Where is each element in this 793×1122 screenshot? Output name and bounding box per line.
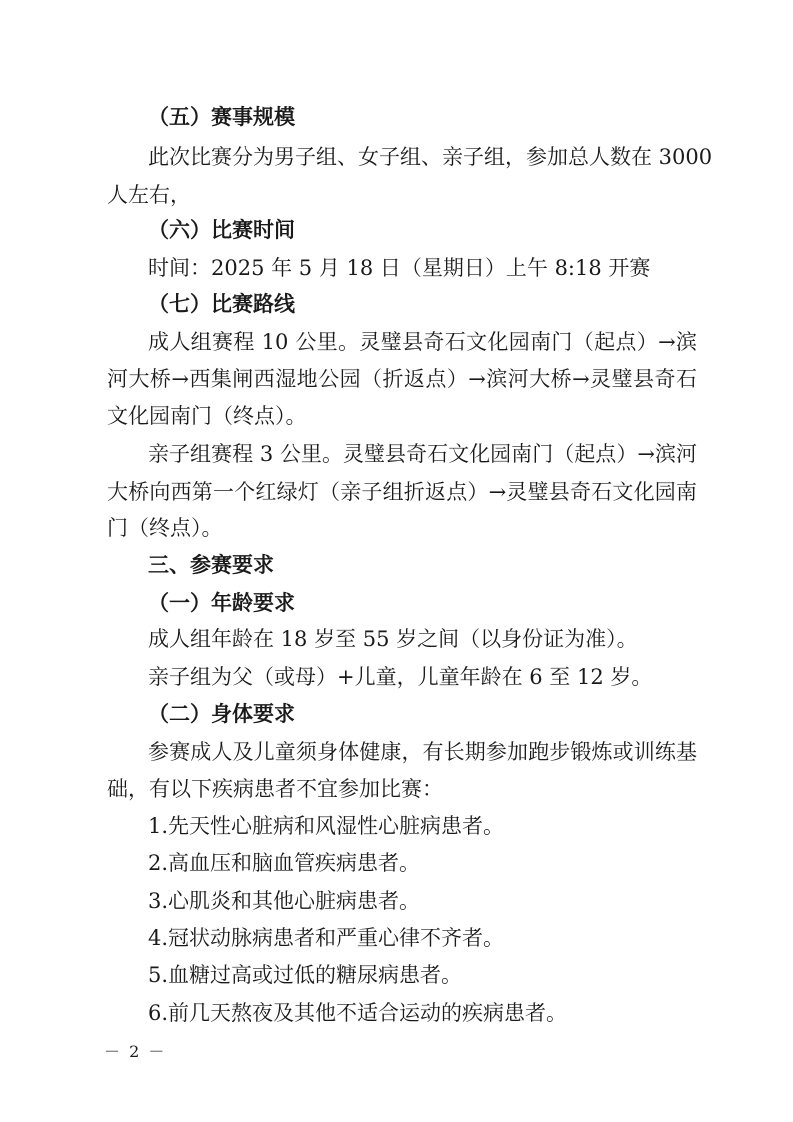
paragraph-line: 人左右，: [107, 183, 191, 207]
section-heading-time: （六）比赛时间: [148, 217, 295, 242]
paragraph-line: 时间：2025 年 5 月 18 日（星期日）上午 8:18 开赛: [148, 256, 651, 280]
paragraph-line: 文化园南门（终点）。: [107, 404, 307, 428]
paragraph-line: 亲子组为父（或母）+儿童，儿童年龄在 6 至 12 岁。: [148, 665, 653, 689]
paragraph-line: 亲子组赛程 3 公里。灵璧县奇石文化园南门（起点）→滨河: [148, 442, 697, 466]
list-item: 6.前几天熬夜及其他不适合运动的疾病患者。: [148, 1001, 568, 1025]
list-item: 5.血糖过高或过低的糖尿病患者。: [148, 963, 463, 987]
section-heading-age: （一）年龄要求: [148, 590, 295, 615]
paragraph-line: 参赛成人及儿童须身体健康，有长期参加跑步锻炼或训练基: [148, 740, 697, 764]
section-heading-requirements: 三、参赛要求: [148, 552, 274, 577]
paragraph-line: 门（终点）。: [107, 516, 223, 540]
section-heading-route: （七）比赛路线: [148, 291, 295, 316]
list-item: 1.先天性心脏病和风湿性心脏病患者。: [148, 814, 505, 838]
paragraph-line: 成人组赛程 10 公里。灵璧县奇石文化园南门（起点）→滨: [148, 330, 697, 354]
section-heading-scale: （五）赛事规模: [148, 104, 295, 129]
paragraph-line: 此次比赛分为男子组、女子组、亲子组，参加总人数在 3000: [148, 145, 713, 169]
list-item: 3.心肌炎和其他心脏病患者。: [148, 889, 421, 913]
paragraph-line: 成人组年龄在 18 岁至 55 岁之间（以身份证为准）。: [148, 627, 638, 651]
paragraph-line: 大桥向西第一个红绿灯（亲子组折返点）→灵璧县奇石文化园南: [107, 480, 697, 504]
page-number: － 2 －: [104, 1042, 167, 1061]
paragraph-line: 河大桥→西集闸西湿地公园（折返点）→滨河大桥→灵璧县奇石: [107, 367, 697, 391]
section-heading-health: （二）身体要求: [148, 701, 295, 726]
paragraph-line: 础，有以下疾病患者不宜参加比赛：: [107, 777, 443, 801]
list-item: 4.冠状动脉病患者和严重心律不齐者。: [148, 926, 505, 950]
list-item: 2.高血压和脑血管疾病患者。: [148, 851, 421, 875]
